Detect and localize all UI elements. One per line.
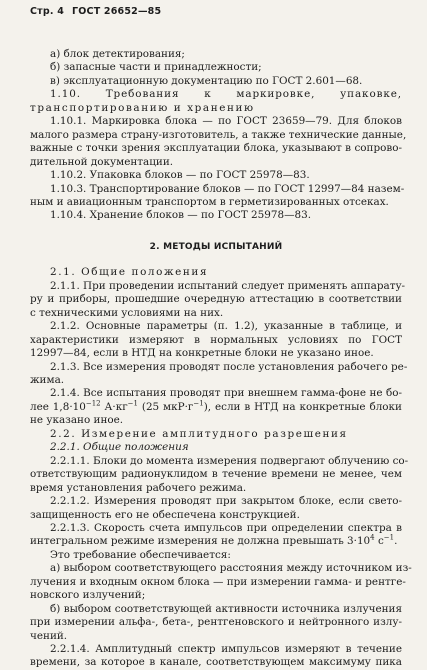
paragraph-line: защищенность его не обеспечена конструкцией. (30, 508, 300, 521)
page-header (30, 6, 161, 17)
paragraph-line: ру и приборы, прошедшие очередную аттестацию в соответствии (30, 293, 402, 306)
list-item: б) выбором соответствующей активности источника излучения (50, 602, 402, 615)
subsection-heading: 2.2. Измерение амплитудного разрешения (50, 427, 348, 440)
list-item: а) блок детектирования; (50, 48, 185, 60)
paragraph-line: важные с точки зрения эксплуатации блока, указывают в сопрово- (30, 142, 402, 155)
paragraph-line: 1.10.1. Маркировка блока — по ГОСТ 23659—79. Для блоков (50, 115, 402, 128)
paragraph-line: времени, за которое в канале, соответствующем максимуму пика (30, 656, 402, 669)
standard-number: ГОСТ 26652—85 (72, 6, 162, 17)
paragraph-line: интегральном режиме измерения не должна превышать $3\cdot 10^4$ $с^{-1}$. (30, 533, 398, 548)
paragraph-line: 2.2.1.4. Амплитудный спектр импульсов измеряют в течение (50, 643, 402, 656)
list-item: а) выбором соответствующего расстояния между источником из- (50, 562, 412, 575)
paragraph-line: 2.1.1. При проведении испытаний следует применять аппарату- (50, 279, 406, 292)
paragraph-line: малого размера страну-изготовитель, а также технические данные, (30, 128, 407, 141)
list-item: при измерении альфа-, бета-, рентгеновского и нейтронного излу- (30, 616, 402, 629)
list-item: новского излучений; (30, 589, 146, 602)
subsection-heading: 2.2.1. Общие положения (50, 441, 189, 454)
subsection-heading: 2.1. Общие положения (50, 266, 209, 279)
paragraph-line: ответствующим радионуклидом в течение времени не менее, чем (30, 468, 402, 481)
paragraph-line: не указано иное. (30, 414, 124, 427)
paragraph-line: 2.2.1.1. Блоки до момента измерения подвергают облучению со- (50, 454, 409, 467)
page-number: Стр. 4 (30, 6, 65, 17)
paragraph-line: 1.10.2. Упаковка блоков — по ГОСТ 25978—83. (50, 169, 310, 182)
paragraph-line: 1.10.3. Транспортирование блоков — по ГОСТ 12997—84 назем- (50, 182, 405, 195)
paragraph-line: 2.1.3. Все измерения проводят после установления рабочего ре- (50, 360, 408, 373)
paragraph-line: 1.10.4. Хранение блоков — по ГОСТ 25978—83. (50, 209, 312, 222)
document-body (30, 48, 412, 670)
list-item: чений. (30, 629, 68, 642)
paragraph-line: 2.1.4. Все испытания проводят при внешнем гамма-фоне не бо- (50, 387, 402, 400)
paragraph-line: 12997—84, если в НТД на конкретные блоки не указано иное. (30, 347, 374, 360)
paragraph-line: характеристики измеряют в нормальных условиях по ГОСТ (30, 333, 402, 346)
subsection-heading: 1.10. Требования к маркировке, упаковке, (50, 88, 402, 101)
paragraph-line: 2.2.1.2. Измерения проводят при закрытом блоке, если свето- (50, 495, 402, 508)
paragraph-line: лее $1,8\cdot 10^{-12}$ $А\cdot кг^{-1}$ (25 $мкР\cdot г^{-1}$), если в НТД на конкретные блоки (30, 399, 402, 413)
list-item: лучения и входным окном блока — при измерении гамма- и рентге- (30, 575, 406, 588)
paragraph-line: 2.1.2. Основные параметры (п. 1.2), указанные в таблице, и (50, 320, 402, 333)
paragraph-line: с техническими условиями на них. (30, 306, 224, 319)
list-item: в) эксплуатационную документацию по ГОСТ 2.601—68. (50, 74, 363, 87)
paragraph-line: время установления рабочего режима. (30, 481, 247, 494)
paragraph-line: жима. (30, 373, 65, 386)
paragraph-line: дительной документации. (30, 155, 174, 168)
paragraph-line: ным и авиационным транспортом в герметизированных отсеках. (30, 195, 389, 208)
list-item: б) запасные части и принадлежности; (50, 61, 262, 74)
section-title: 2. МЕТОДЫ ИСПЫТАНИЙ (149, 241, 283, 252)
paragraph-line: 2.2.1.3. Скорость счета импульсов при определении спектра в (50, 521, 402, 534)
subsection-heading: транспортированию и хранению (30, 101, 255, 114)
paragraph-line: Это требование обеспечивается: (50, 548, 231, 561)
